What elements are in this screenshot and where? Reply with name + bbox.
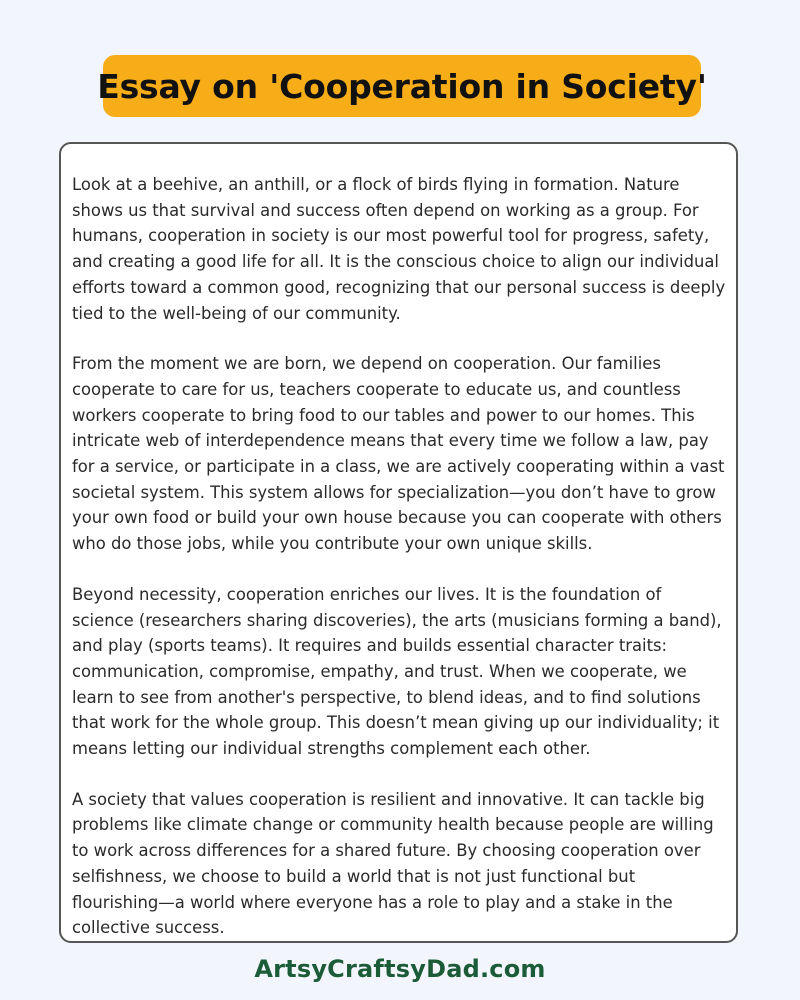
footer-brand: ArtsyCraftsyDad.com [254,955,546,983]
essay-card [59,142,738,943]
page-title: Essay on 'Cooperation in Society' [97,66,707,106]
title-banner [97,55,707,117]
essay-paragraph-2: From the moment we are born, we depend on cooperation. Our families cooperate to care for us, teachers cooperate to educate us, and countless workers cooperate to bring food to our tables and power to our homes. This intricate web of interdependence means that every time we follow a law, pay for a service, or participate in a class, we are actively cooperating within a vast societal system. This system allows for specialization—you don’t have to grow your own food or build your own house because you can cooperate with others who do those jobs, while you contribute your own unique skills. [72,354,725,554]
essay-paragraph-4: A society that values cooperation is resilient and innovative. It can tackle big problems like climate change or community health because people are willing to work across differences for a shared future. By choosing cooperation over selfishness, we choose to build a world that is not just functional but flourishing—a world where everyone has a role to play and a stake in the collective success. [72,789,714,938]
essay-paragraph-3: Beyond necessity, cooperation enriches our lives. It is the foundation of science (researchers sharing discoveries), the arts (musicians forming a band), and play (sports teams). It requires and builds essential character traits: communication, compromise, empathy, and trust. When we cooperate, we learn to see from another's perspective, to blend ideas, and to find solutions that work for the whole group. This doesn’t mean giving up our individuality; it means letting our individual strengths complement each other. [72,584,722,759]
essay-paragraph-1: Look at a beehive, an anthill, or a flock of birds flying in formation. Nature shows us that survival and success often depend on working as a group. For humans, cooperation in society is our most powerful tool for progress, safety, and creating a good life for all. It is the conscious choice to align our individual efforts toward a common good, recognizing that our personal success is deeply tied to the well-being of our community. [72,175,726,323]
